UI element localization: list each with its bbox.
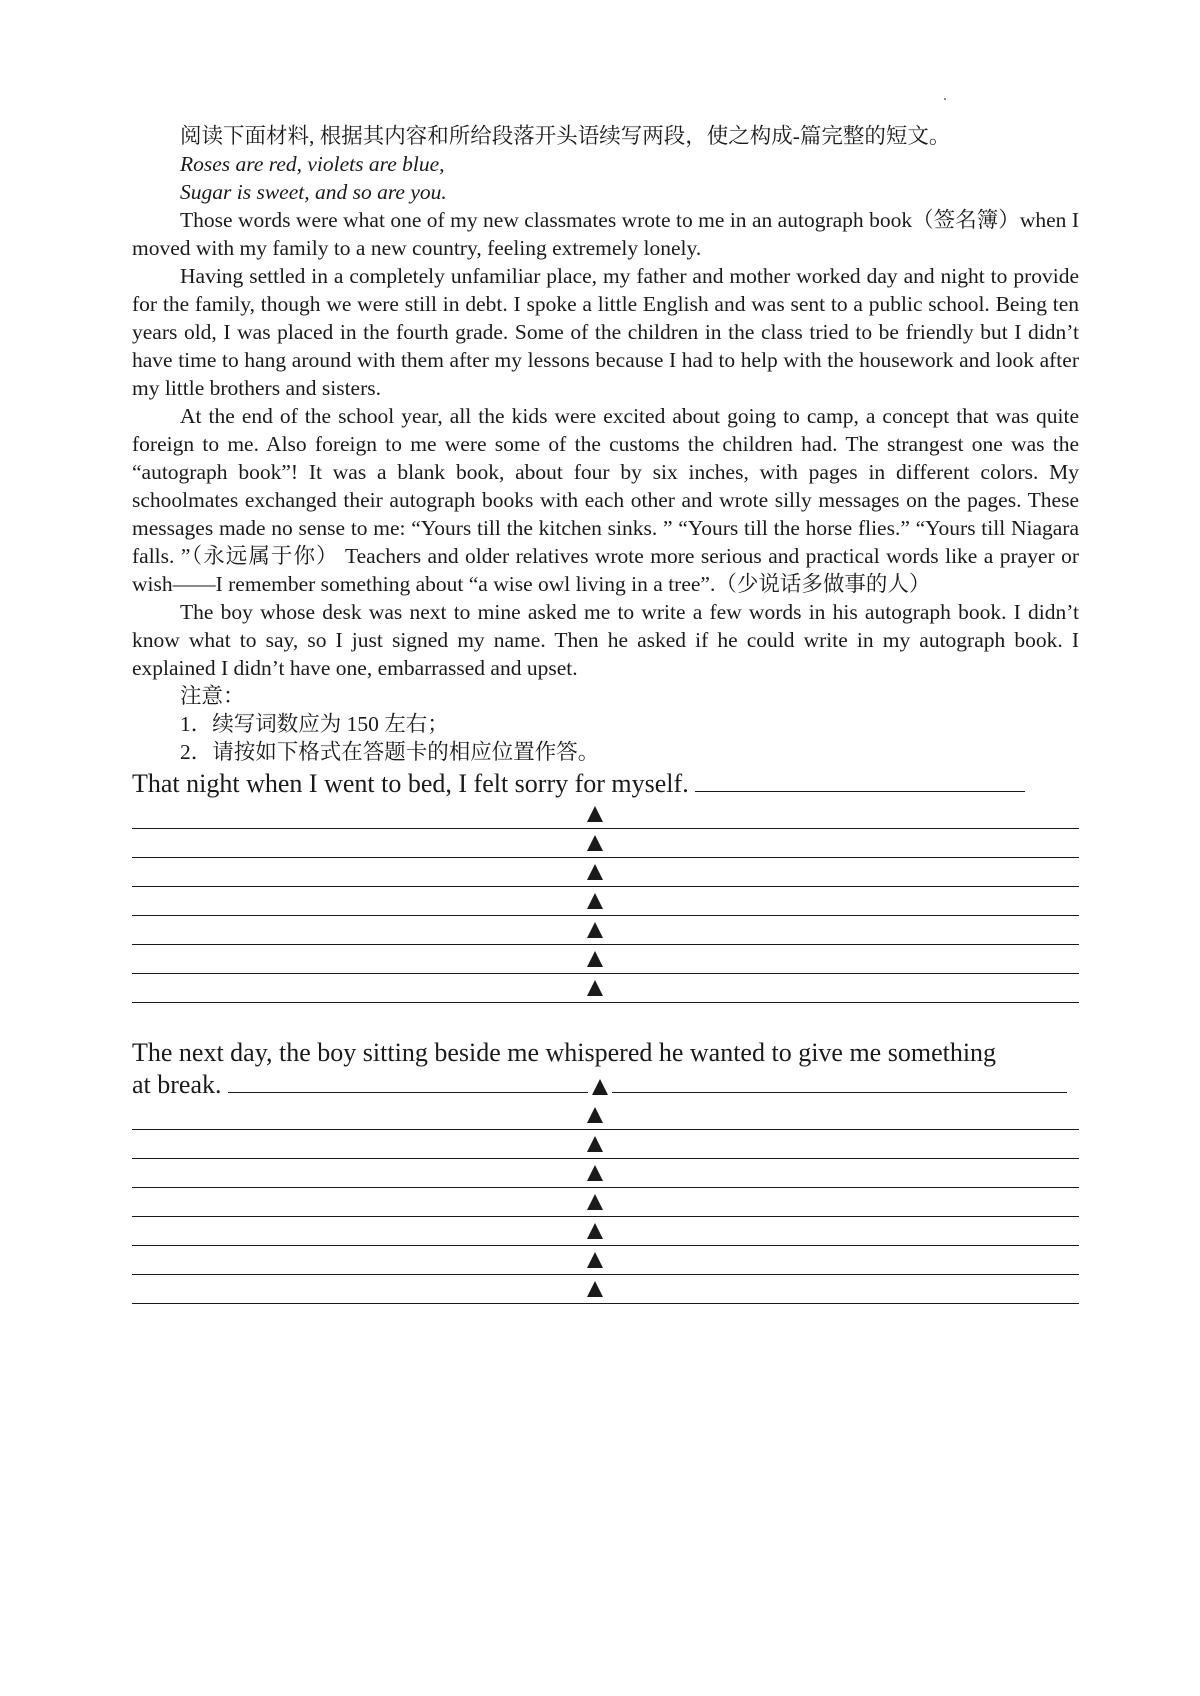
answer-blank-inline-2b[interactable] bbox=[612, 1070, 1067, 1093]
answer-line[interactable] bbox=[132, 1246, 1079, 1275]
answer-blank-inline-1[interactable] bbox=[695, 769, 1025, 792]
note-item-2: 2．请按如下格式在答题卡的相应位置作答。 bbox=[180, 740, 600, 764]
answer-line[interactable] bbox=[132, 916, 1079, 945]
worksheet bbox=[132, 122, 1079, 1304]
answer-line[interactable] bbox=[132, 1275, 1079, 1304]
answer-line[interactable] bbox=[132, 974, 1079, 1003]
first-paragraph-starter: That night when I went to bed, I felt sorry for myself. bbox=[132, 769, 689, 798]
triangle-icon bbox=[587, 1107, 603, 1123]
answer-line[interactable] bbox=[132, 1130, 1079, 1159]
answer-line[interactable] bbox=[132, 800, 1079, 829]
triangle-icon bbox=[587, 835, 603, 851]
triangle-icon bbox=[592, 1079, 608, 1095]
triangle-icon bbox=[587, 1165, 603, 1181]
poem-line-1: Roses are red, violets are blue, bbox=[180, 152, 445, 176]
answer-line[interactable] bbox=[132, 887, 1079, 916]
note-item-1: 1．续写词数应为 150 左右； bbox=[180, 712, 449, 736]
answer-line[interactable] bbox=[132, 858, 1079, 887]
second-starter-block bbox=[132, 1037, 1079, 1101]
task-instruction: 阅读下面材料, 根据其内容和所给段落开头语续写两段，使之构成-篇完整的短文。 bbox=[180, 124, 951, 148]
scan-speck bbox=[944, 98, 946, 100]
triangle-icon bbox=[587, 922, 603, 938]
answer-line[interactable] bbox=[132, 945, 1079, 974]
triangle-icon bbox=[587, 806, 603, 822]
answer-line[interactable] bbox=[132, 829, 1079, 858]
answer-lines-2 bbox=[132, 1101, 1079, 1304]
triangle-icon bbox=[587, 1194, 603, 1210]
second-paragraph-starter-end: at break. bbox=[132, 1070, 222, 1099]
answer-lines-1 bbox=[132, 800, 1079, 1003]
triangle-icon bbox=[587, 864, 603, 880]
answer-line[interactable] bbox=[132, 1188, 1079, 1217]
triangle-icon bbox=[587, 1223, 603, 1239]
answer-line[interactable] bbox=[132, 1159, 1079, 1188]
answer-line[interactable] bbox=[132, 1101, 1079, 1130]
triangle-icon bbox=[587, 1281, 603, 1297]
triangle-icon bbox=[587, 893, 603, 909]
paragraph-2: Having settled in a completely unfamiliar place, my father and mother worked day and night to provide for the family, though we were still in debt. I spoke a little English and was sent to a public school. Being ten years old, I was placed in the fourth grade. Some of the children in the class tried to be friendly but I didn’t have time to hang around with them after my lessons because I had to help with the housework and look after my little brothers and sisters. bbox=[132, 264, 1079, 400]
answer-line[interactable] bbox=[132, 1217, 1079, 1246]
paragraph-4: The boy whose desk was next to mine asked me to write a few words in his autograph book. I didn’t know what to say, so I just signed my name. Then he asked if he could write in my autograph book. I explained I didn’t have one, embarrassed and upset. bbox=[132, 600, 1079, 680]
poem-line-2: Sugar is sweet, and so are you. bbox=[180, 180, 447, 204]
triangle-icon bbox=[587, 951, 603, 967]
answer-blank-inline-2a[interactable] bbox=[228, 1070, 588, 1093]
first-starter-line bbox=[132, 768, 1079, 800]
second-paragraph-starter: The next day, the boy sitting beside me whispered he wanted to give me something bbox=[132, 1038, 997, 1067]
triangle-icon bbox=[587, 1136, 603, 1152]
triangle-icon bbox=[587, 1252, 603, 1268]
notes-heading: 注意： bbox=[180, 684, 245, 708]
paragraph-1: Those words were what one of my new classmates wrote to me in an autograph book（签名簿）when I moved with my family to a new country, feeling extremely lonely. bbox=[132, 208, 1079, 260]
paragraph-3: At the end of the school year, all the kids were excited about going to camp, a concept that was quite foreign to me. Also foreign to me were some of the customs the children had. The strangest one was the “autograph book”! It was a blank book, about four by six inches, with pages in different colors. My schoolmates exchanged their autograph books with each other and wrote silly messages on the pages. These messages made no sense to me: “Yours till the kitchen sinks. ” “Yours till the horse flies.” “Yours till Niagara falls. ”（永远属于你） Teachers and older relatives wrote more serious and practical words like a prayer or wish——I remember something about “a wise owl living in a tree”.（少说话多做事的人） bbox=[132, 404, 1079, 596]
triangle-icon bbox=[587, 980, 603, 996]
